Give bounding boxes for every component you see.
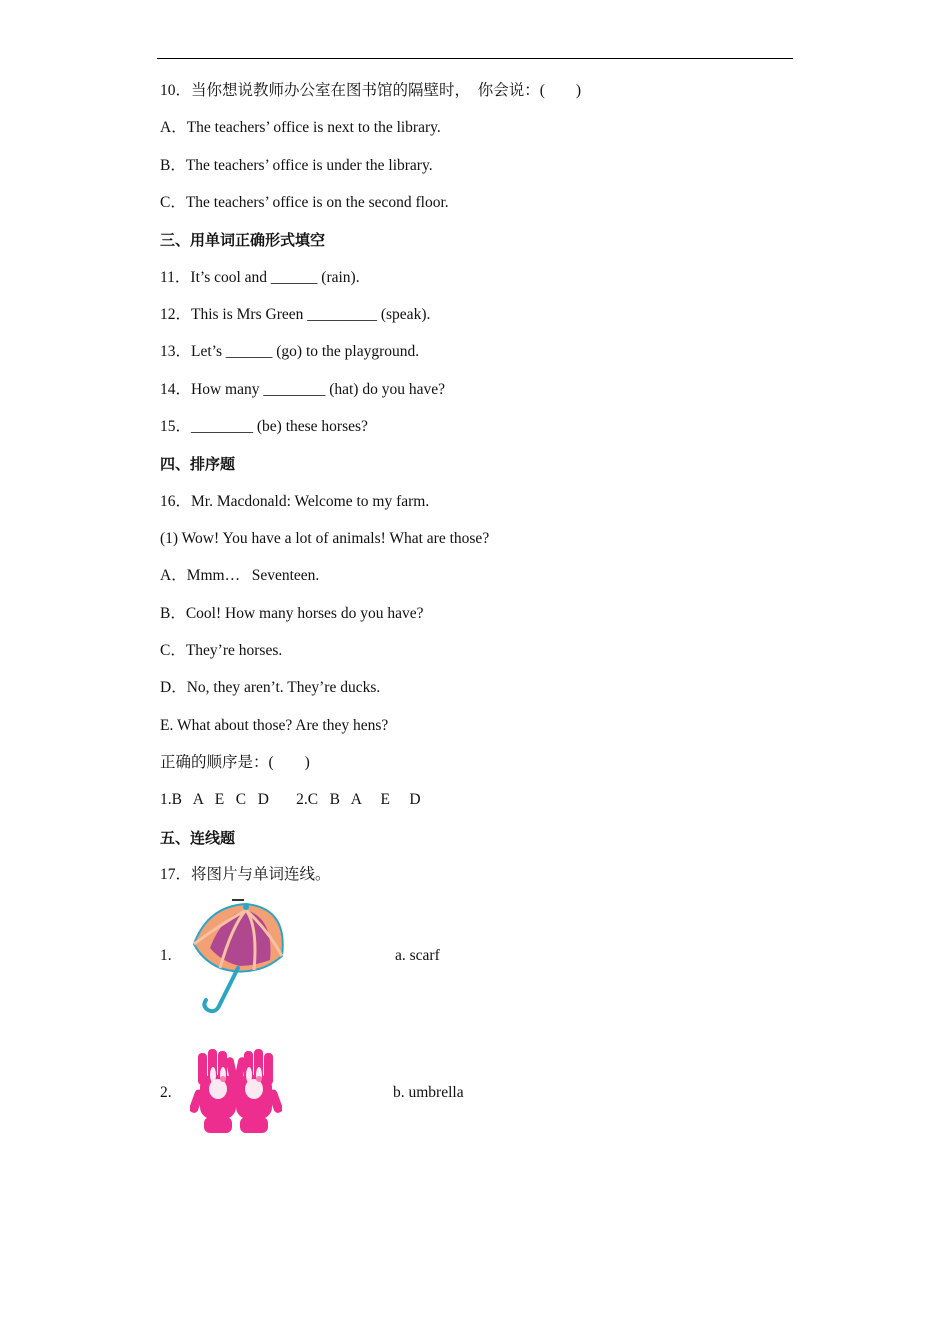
q16-option-a: A．Mmm… Seventeen. (160, 567, 320, 584)
match-word-b: b. umbrella (393, 1084, 464, 1101)
q16-answer-options: 1.B A E C D 2.C B A E D (160, 791, 421, 808)
q16-prompt: 正确的顺序是：( ) (160, 754, 310, 771)
q10-stem: 10．当你想说教师办公室在图书馆的隔壁时， 你会说：( ) (160, 82, 582, 99)
umbrella-icon (188, 896, 300, 1018)
q10-option-a: A．The teachers’ office is next to the library. (160, 119, 441, 136)
section5-title: 五、连线题 (160, 829, 236, 847)
q16-stem: 16．Mr. Macdonald: Welcome to my farm. (160, 493, 430, 510)
section3-title: 三、用单词正确形式填空 (160, 231, 326, 249)
q17-stem: 17．将图片与单词连线。 (160, 866, 331, 883)
match-number-2: 2. (160, 1084, 172, 1101)
q16-option-d: D．No, they aren’t. They’re ducks. (160, 679, 381, 696)
match-number-1: 1. (160, 947, 172, 964)
q16-option-c: C．They’re horses. (160, 642, 283, 659)
q13: 13．Let’s ______ (go) to the playground. (160, 343, 420, 360)
q14: 14．How many ________ (hat) do you have? (160, 381, 445, 398)
q10-option-c: C．The teachers’ office is on the second floor. (160, 194, 449, 211)
q16-option-b: B．Cool! How many horses do you have? (160, 605, 424, 622)
q16-lead: (1) Wow! You have a lot of animals! What are those? (160, 530, 490, 547)
q16-option-e: E. What about those? Are they hens? (160, 717, 389, 734)
match-word-a: a. scarf (395, 947, 440, 964)
gloves-icon (190, 1045, 282, 1137)
q15: 15．________ (be) these horses? (160, 418, 368, 435)
section4-title: 四、排序题 (160, 455, 236, 473)
q12: 12．This is Mrs Green _________ (speak). (160, 306, 431, 323)
q11: 11．It’s cool and ______ (rain). (160, 269, 360, 286)
header-rule (157, 58, 793, 59)
q10-option-b: B．The teachers’ office is under the library. (160, 157, 433, 174)
